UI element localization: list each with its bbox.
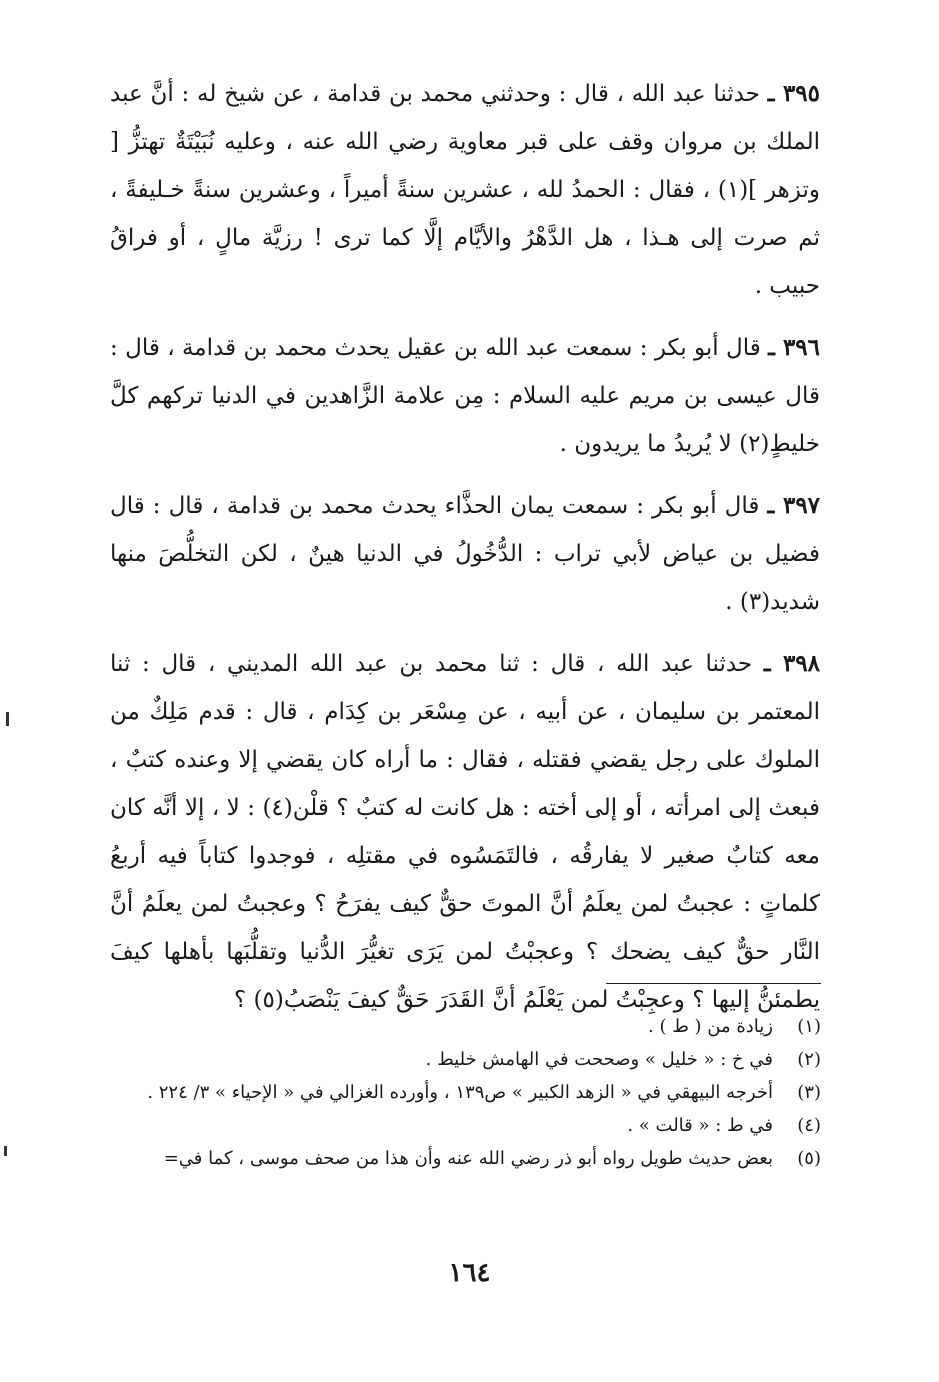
footnote-number: (٥) (797, 1148, 821, 1169)
footnote-text: بعض حديث طويل رواه أبو ذر رضي الله عنه وأن هذا من صحف موسى ، كما في= (163, 1148, 773, 1169)
footnote-text: زيادة من ( ط ) . (648, 1016, 773, 1037)
footnote-3 (111, 1078, 821, 1108)
paragraph-number: ٣٩٧ ـ (767, 492, 821, 519)
footnote-5 (111, 1144, 821, 1174)
paragraph-number: ٣٩٦ ـ (768, 334, 821, 361)
footnote-number: (١) (797, 1016, 821, 1037)
footnote-1 (111, 1012, 821, 1042)
main-text (110, 70, 820, 1038)
paragraph-number: ٣٩٥ ـ (767, 80, 821, 107)
footnotes (111, 1012, 821, 1177)
footnote-divider (606, 983, 821, 984)
page-number: ١٦٤ (448, 1258, 491, 1288)
paragraph-text: قال أبو بكر : سمعت عبد الله بن عقيل يحدث محمد بن قدامة ، قال : قال عيسى بن مريم عليه السلام : مِن علامة الزَّاهدين في الدنيا تركهم كلَّ خليطٍ(٢) لا يُريدُ ما يريدون . (110, 335, 820, 457)
scan-edge-mark (4, 1146, 7, 1156)
paragraph-text: قال أبو بكر : سمعت يمان الحذَّاء يحدث محمد بن قدامة ، قال : قال فضيل بن عياض لأبي تراب : الدُّخُولُ في الدنيا هينٌ ، لكن التخلُّصَ منها شديد(٣) . (110, 493, 820, 615)
paragraph-396 (110, 324, 820, 468)
footnote-text: أخرجه البيهقي في « الزهد الكبير » ص١٣٩ ، وأورده الغزالي في « الإحياء » ٣/ ٢٢٤ . (147, 1082, 773, 1103)
paragraph-397 (110, 482, 820, 626)
paragraph-text: حدثنا عبد الله ، قال : وحدثني محمد بن قدامة ، عن شيخ له : أنَّ عبد الملك بن مروان وقف على قبر معاوية رضي الله عنه ، وعليه نُبَيْتَةٌ تهتزُّ [ وتزهر ](١) ، فقال : الحمدُ لله ، عشرين سنةً أميراً ، وعشرين سنةً خـليفةً ، ثم صرت إلى هـذا ، هل الدَّهْرُ والأيَّام إلَّا كما ترى ! رزيَّة مالٍ ، أو فراقُ حبيب . (110, 81, 820, 299)
paragraph-text: حدثنا عبد الله ، قال : ثنا محمد بن عبد الله المديني ، قال : ثنا المعتمر بن سليمان ، عن أبيه ، عن مِسْعَر بن كِدَام ، قال : قدم مَلِكٌ من الملوك على رجل يقضي فقتله ، فقال : ما أراه كان يقضي إلا وعنده كتبٌ ، فبعث إلى امرأته ، أو إلى أخته : هل كانت له كتبٌ ؟ قلْن(٤) : لا ، إلا أنَّه كان معه كتابٌ صغير لا يفارقُه ، فالتَمَسُوه في مقتلِه ، فوجدوا كتاباً فيه أربعُ كلماتٍ : عجبتُ لمن يعلَمُ أنَّ الموتَ حقٌّ كيف يفرَحُ ؟ وعجبتُ لمن يعلَمُ أنَّ النَّار حقٌّ كيف يضحك ؟ وعجبْتُ لمن يَرَى تغيُّرَ الدُّنيا وتقلُّبَها بأهلها كيفَ يطمئنُّ إليها ؟ وعجِبْتُ لمن يَعْلَمُ أنَّ القَدَرَ حَقٌّ كيفَ يَنْصَبُ(٥) ؟ (110, 651, 820, 1013)
footnote-4 (111, 1111, 821, 1141)
footnote-text: في خ : « خليل » وصححت في الهامش خليط . (425, 1049, 773, 1070)
footnote-number: (٤) (797, 1115, 821, 1136)
paragraph-395 (110, 70, 820, 310)
footnote-2 (111, 1045, 821, 1075)
footnote-number: (٢) (797, 1049, 821, 1070)
paragraph-398 (110, 640, 820, 1024)
footnote-text: في ط : « قالت » . (627, 1115, 773, 1136)
footnote-number: (٣) (797, 1082, 821, 1103)
scan-edge-mark (6, 712, 9, 726)
paragraph-number: ٣٩٨ ـ (763, 650, 821, 677)
